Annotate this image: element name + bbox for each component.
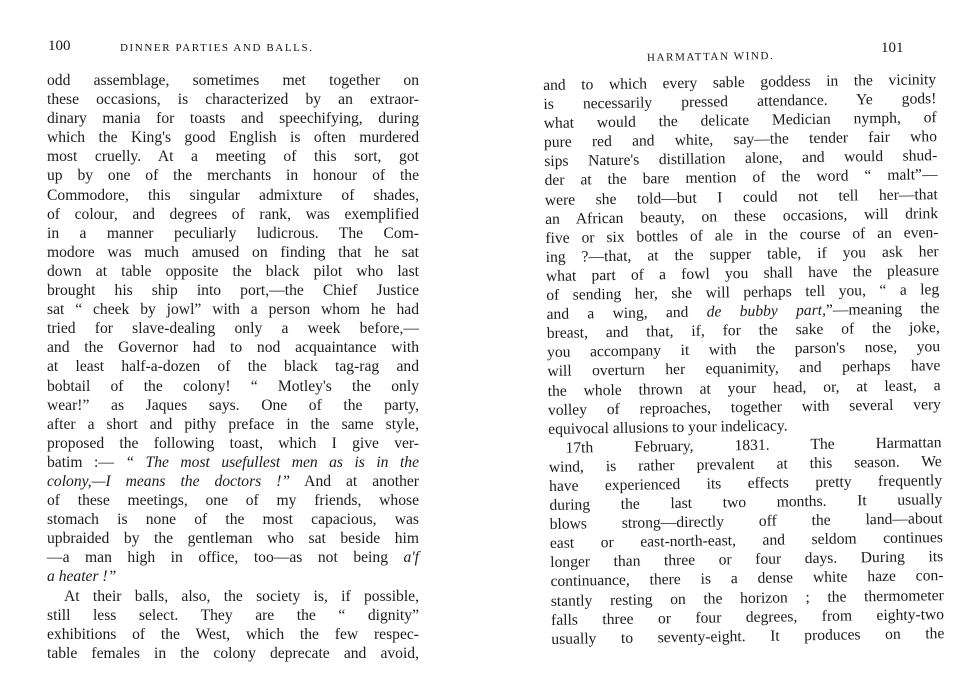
text-line: brought his ship into port,—the Chief Justice [47,282,419,300]
text-line: table females in the colony deprecate and avoid, [47,644,419,662]
text-line: wind, is rather prevalent at this season. We [548,453,942,476]
toast-tail: And at another [290,472,419,490]
toast-line-1 [47,453,419,472]
bubby-lead: and a wing, and [546,303,707,324]
paragraph-end: equivocal allusions to your indelicacy. [548,417,788,438]
text-line: bobtail of the colony! “ Motley's the only [47,377,419,395]
text-line: in a manner peculiarly ludicrous. The Com- [47,224,419,242]
text-line: sips Nature's distillation alone, and would shud- [544,147,938,171]
text-line: sat “ cheek by jowl” with a person whom he had [47,301,419,319]
text-line: you accompany it with the parson's nose, you [546,338,941,362]
text-line: continuance, there is a dense white haze con- [550,567,944,591]
text-line: down at table opposite the black pilot who last [47,262,419,280]
text-line: wear!” as Jaques says. One of the party, [47,396,419,414]
bubby-quote: de bubby part, [706,301,827,321]
text-line: these occasions, is characterized by an extraor- [47,91,419,109]
text-line: exhibitions of the West, which the few respec- [47,625,419,643]
text-line: after a short and pithy preface in the same style, [47,415,419,433]
heater-line-2 [47,567,419,586]
text-line: of sending her, she will perhaps tell you, “ a leg [546,281,940,305]
text-line: blows strong—directly off the land—about [549,510,943,534]
text-line: and the Governor had to nod acquaintance with [47,339,419,357]
text-line: of colour, and degrees of rank, was exemplified [47,205,419,223]
text-line: falls three or four degrees, from eighty-two [550,605,945,629]
text-line: of these meetings, one of my friends, whose [47,492,419,510]
toast-quote-end: colony,—I means the doctors !” [47,472,291,490]
text-line: at least half-a-dozen of the black tag-rag and [47,358,419,376]
text-line: most cruelly. At a meeting of this sort, got [47,148,419,166]
left-page-text [47,71,419,663]
text-line: and to which every sable goddess in the vicinity [543,71,937,94]
text-line: proposed the following toast, which I give ver- [47,434,419,452]
text-line: pure red and white, say—the tender fair who [543,128,938,152]
paragraph-start: At their balls, also, the society is, if possible, [64,587,419,605]
text-line: what would the delicate Medician nymph, of [543,109,937,133]
text-line: up by one of the merchants in honour of the [47,167,419,185]
text-line: longer than three or four days. During its [550,548,944,572]
heater-quote: a'f [403,549,419,567]
right-page [520,0,980,693]
left-page-number: 100 [48,38,71,54]
text-line: usually to seventy-eight. It produces on the [551,624,945,648]
text-line: stomach is none of the most capacious, was [47,511,419,529]
text-line: breast, and that, if, for the sake of the joke, [546,319,940,343]
right-page-number: 101 [881,40,904,56]
right-running-head: HARMATTAN WIND. [646,50,775,64]
toast-line-2 [47,472,419,491]
left-running-head: DINNER PARTIES AND BALLS. [120,42,314,54]
text-line: modore was much amused on finding that he sat [47,243,419,261]
toast-lead: batim :— [47,453,126,471]
text-line: upbraided by the gentleman who sat beside him [47,530,419,548]
text-line: dinary mania for toasts and speechifying, during [47,110,419,128]
text-line: during the last two months. It usually [549,491,943,515]
left-page [0,0,440,693]
text-line: tried for slave-dealing only a week before,— [47,320,419,338]
dated-entry-start: 17th February, 1831. The Harmattan [565,433,942,457]
text-line: is necessarily pressed attendance. Ye gods! [543,90,937,114]
text-line: east or east-north-east, and seldom continues [549,529,944,553]
text-line: odd assemblage, sometimes met together on [47,72,419,89]
text-line: have experienced its effects pretty frequently [548,472,943,495]
heater-quote-end: a heater !” [47,568,117,586]
right-page-text [543,70,944,649]
text-line: which the King's good English is often murdered [47,129,419,147]
text-line: five or six bottles of ale in the course of an even- [545,223,939,247]
text-line: were she told—but I could not tell her—that [544,185,938,209]
heater-lead: —a man high in office, too—as not being [47,549,404,567]
text-line: an African beauty, on these occasions, will drink [544,204,939,228]
toast-quote: “ The most usefullest men as is in the [125,453,419,471]
text-line: what part of a fowl you shall have the pleasure [545,262,940,285]
text-line: volley of reproaches, together with several very [547,395,942,419]
heater-line-1 [47,548,419,567]
text-line: will overturn her equanimity, and perhaps have [547,357,941,381]
text-line: der at the bare mention of the word “ malt”— [544,166,938,190]
text-line: stantly resting on the horizon ; the thermometer [550,586,944,610]
text-line: Commodore, this singular admixture of shades, [47,186,419,204]
bubby-tail: ”—meaning the [825,300,940,319]
text-line: ing ?—that, at the supper table, if you ask her [545,242,939,266]
text-line: still less select. They are the “ dignity” [47,606,419,624]
text-line: the whole thrown at your head, or, at least, a [547,376,941,400]
